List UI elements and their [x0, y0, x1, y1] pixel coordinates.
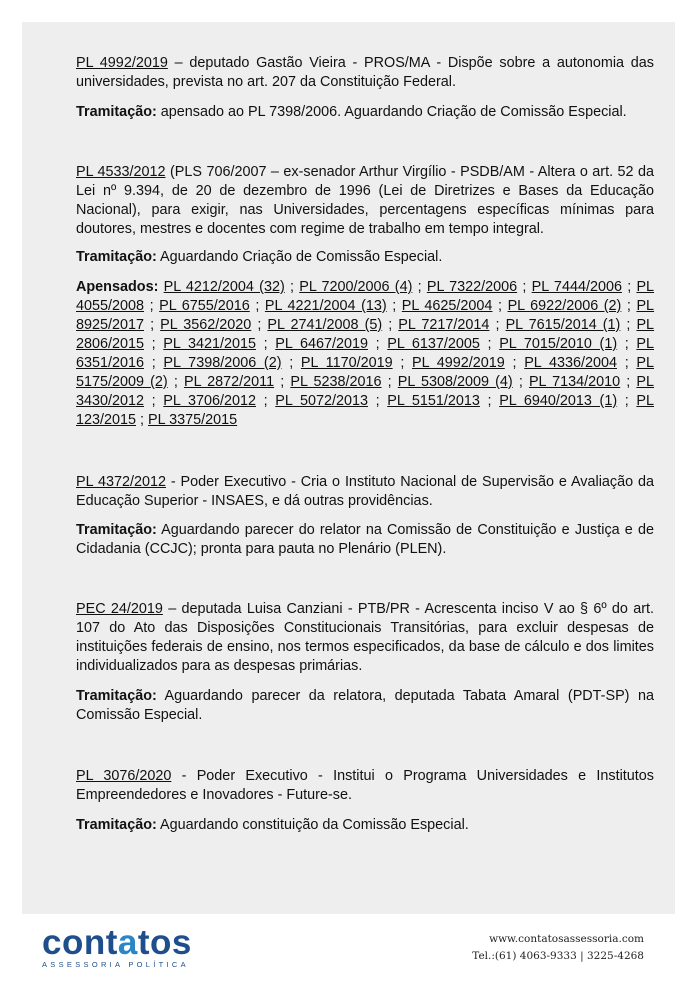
- tramitacao-label: Tramitação:: [76, 522, 157, 538]
- apensado-link[interactable]: PL 4221/2004 (13): [264, 298, 387, 314]
- apensado-link[interactable]: PL 4336/2004: [524, 355, 617, 371]
- apensado-link[interactable]: PL 5175/2009 (2): [76, 355, 654, 390]
- tramitacao-label: Tramitação:: [76, 249, 157, 265]
- apensado-link[interactable]: PL 7015/2010 (1): [499, 336, 618, 352]
- apensado-separator: ;: [504, 355, 525, 371]
- apensado-link[interactable]: PL 7134/2010: [528, 374, 621, 390]
- bill-tramitacao: [76, 103, 654, 122]
- apensado-link[interactable]: PL 4212/2004 (32): [163, 279, 285, 295]
- bill-description: [76, 600, 654, 676]
- tramitacao-label: Tramitação:: [76, 688, 157, 704]
- apensado-separator: ;: [617, 393, 637, 409]
- apensado-link[interactable]: PL 5072/2013: [275, 393, 368, 409]
- apensado-link[interactable]: PL 3421/2015: [163, 336, 256, 352]
- apensado-link[interactable]: PL 4992/2019: [412, 355, 505, 371]
- apensado-link[interactable]: PL 6755/2016: [159, 298, 250, 314]
- apensado-separator: ;: [617, 355, 637, 371]
- phone-numbers: Tel.:(61) 4063-9333 | 3225-4268: [472, 950, 644, 962]
- apensado-separator: ;: [256, 393, 276, 409]
- tramitacao-text: Aguardando parecer do relator na Comissão de Constituição e Justiça e de Cidadania (CCJC); pronta para pauta no Plenário (PLEN).: [76, 522, 654, 557]
- tramitacao-label: Tramitação:: [76, 817, 157, 833]
- footer-contact: [472, 931, 644, 965]
- apensado-link[interactable]: PL 4055/2008: [76, 279, 655, 314]
- apensado-separator: ;: [136, 412, 149, 428]
- bill-description: [76, 767, 654, 805]
- apensado-link[interactable]: PL 8925/2017: [76, 298, 655, 333]
- apensado-separator: ;: [382, 317, 399, 333]
- bill-link[interactable]: PL 4992/2019: [76, 55, 168, 71]
- apensado-separator: ;: [249, 298, 265, 314]
- bill-summary: (PLS 706/2007 – ex-senador Arthur Virgílio - PSDB/AM - Altera o art. 52 da Lei nº 9.394, de 20 de dezembro de 1996 (Lei de Diretrizes e Bases da Educação Nacional), para exigir, nas Universidades, percentagens específicas mínimas para doutores, mestres e docentes com regime de trabalho em tempo integral.: [76, 164, 654, 237]
- apensado-separator: ;: [256, 336, 276, 352]
- apensado-separator: ;: [392, 355, 413, 371]
- bill-description: [76, 473, 654, 511]
- apensado-separator: ;: [517, 279, 532, 295]
- logo-text-start: cont: [42, 923, 118, 962]
- apensado-separator: ;: [144, 336, 164, 352]
- bill-tramitacao: [76, 816, 654, 835]
- bill-tramitacao: [76, 687, 654, 725]
- apensado-link[interactable]: PL 3562/2020: [160, 317, 252, 333]
- apensado-separator: ;: [621, 279, 637, 295]
- apensado-link[interactable]: PL 3375/2015: [148, 412, 238, 428]
- tramitacao-text: apensado ao PL 7398/2006. Aguardando Criação de Comissão Especial.: [156, 104, 627, 120]
- apensado-separator: ;: [284, 279, 300, 295]
- apensado-separator: ;: [620, 317, 637, 333]
- bill-description: [76, 54, 654, 92]
- apensado-link[interactable]: PL 7398/2006 (2): [163, 355, 282, 371]
- apensado-link[interactable]: PL 6137/2005: [387, 336, 480, 352]
- apensado-separator: ;: [381, 374, 398, 390]
- apensado-separator: ;: [489, 317, 506, 333]
- bill-tramitacao: [76, 248, 654, 267]
- bill-link[interactable]: PL 3076/2020: [76, 768, 172, 784]
- apensado-separator: ;: [144, 393, 164, 409]
- apensado-separator: ;: [144, 355, 164, 371]
- apensado-separator: ;: [144, 298, 160, 314]
- apensado-separator: ;: [512, 374, 529, 390]
- apensado-link[interactable]: PL 2741/2008 (5): [267, 317, 383, 333]
- apensado-link[interactable]: PL 123/2015: [76, 393, 654, 428]
- apensado-link[interactable]: PL 7217/2014: [398, 317, 490, 333]
- apensado-link[interactable]: PL 7615/2014 (1): [505, 317, 621, 333]
- apensado-separator: ;: [620, 374, 637, 390]
- apensado-link[interactable]: PL 7322/2006: [426, 279, 518, 295]
- bill-summary: - Poder Executivo - Cria o Instituto Nacional de Supervisão e Avaliação da Educação Superior - INSAES, e dá outras providências.: [76, 474, 654, 509]
- apensado-separator: ;: [479, 393, 500, 409]
- apensado-link[interactable]: PL 3430/2012: [76, 374, 655, 409]
- apensado-link[interactable]: PL 7444/2006: [531, 279, 622, 295]
- apensado-link[interactable]: PL 5238/2016: [290, 374, 382, 390]
- bill-link[interactable]: PL 4372/2012: [76, 474, 166, 490]
- apensado-link[interactable]: PL 1170/2019: [300, 355, 393, 371]
- apensado-link[interactable]: PL 6467/2019: [275, 336, 368, 352]
- apensado-link[interactable]: PL 6940/2013 (1): [499, 393, 618, 409]
- bill-link[interactable]: PL 4533/2012: [76, 164, 166, 180]
- logo-text-accent: a: [117, 923, 138, 962]
- apensado-separator: ;: [479, 336, 500, 352]
- bill-summary: – deputado Gastão Vieira - PROS/MA - Dispõe sobre a autonomia das universidades, prevista no art. 207 da Constituição Federal.: [76, 55, 655, 90]
- tramitacao-label: Tramitação:: [76, 104, 157, 120]
- apensado-link[interactable]: PL 7200/2006 (4): [299, 279, 413, 295]
- tramitacao-text: Aguardando parecer da relatora, deputada Tabata Amaral (PDT-SP) na Comissão Especial.: [76, 688, 654, 723]
- apensado-separator: ;: [617, 336, 637, 352]
- apensado-separator: ;: [251, 317, 268, 333]
- apensado-link[interactable]: PL 6922/2006 (2): [507, 298, 622, 314]
- apensados-label: Apensados:: [76, 279, 159, 295]
- contatos-logo: [42, 923, 192, 969]
- bill-tramitacao: [76, 521, 654, 559]
- apensado-separator: ;: [167, 374, 184, 390]
- bill-description: [76, 163, 654, 239]
- website-link[interactable]: www.contatosassessoria.com: [489, 933, 644, 945]
- apensado-link[interactable]: PL 2806/2015: [76, 317, 655, 352]
- apensado-link[interactable]: PL 2872/2011: [183, 374, 275, 390]
- apensado-separator: ;: [281, 355, 301, 371]
- apensado-link[interactable]: PL 5308/2009 (4): [397, 374, 513, 390]
- apensados-list: [76, 278, 654, 430]
- apensado-separator: ;: [367, 336, 388, 352]
- bill-link[interactable]: PEC 24/2019: [76, 601, 163, 617]
- apensado-separator: ;: [367, 393, 388, 409]
- tramitacao-text: Aguardando constituição da Comissão Especial.: [156, 817, 469, 833]
- bill-summary: - Poder Executivo - Institui o Programa Universidades e Institutos Empreendedores e Inovadores - Future-se.: [76, 768, 655, 803]
- apensado-separator: ;: [492, 298, 508, 314]
- apensado-link[interactable]: PL 3706/2012: [163, 393, 256, 409]
- apensado-separator: ;: [274, 374, 291, 390]
- apensado-separator: ;: [621, 298, 637, 314]
- apensado-separator: ;: [412, 279, 427, 295]
- apensado-separator: ;: [386, 298, 402, 314]
- logo-text-end: tos: [137, 923, 192, 962]
- bill-summary: – deputada Luisa Canziani - PTB/PR - Acrescenta inciso V ao § 6º do art. 107 do Ato das Disposições Constitucionais Transitórias, para excluir despesas de instituições federais de ensino, nos termos especificados, da base de cálculo e dos limites individualizados para as despesas primárias.: [76, 601, 654, 674]
- logo-tagline: ASSESSORIA POLÍTICA: [42, 960, 189, 969]
- apensado-link[interactable]: PL 6351/2016: [76, 336, 654, 371]
- apensado-separator: ;: [144, 317, 161, 333]
- tramitacao-text: Aguardando Criação de Comissão Especial.: [156, 249, 443, 265]
- apensado-link[interactable]: PL 5151/2013: [387, 393, 480, 409]
- apensado-link[interactable]: PL 4625/2004: [401, 298, 493, 314]
- logo-wordmark: [42, 923, 192, 962]
